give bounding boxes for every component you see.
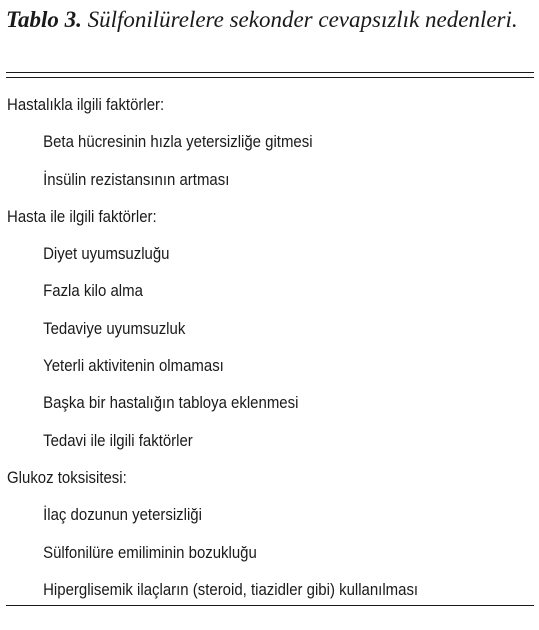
table-number: Tablo 3. xyxy=(6,7,82,32)
list-item: Hiperglisemik ilaçların (steroid, tiazidler gibi) kullanılması xyxy=(43,579,419,599)
top-rule xyxy=(6,72,534,73)
list-item: İlaç dozunun yetersizliği xyxy=(43,505,202,525)
list-item: Tedaviye uyumsuzluk xyxy=(43,318,186,338)
group-heading-glucose-toxicity: Glukoz toksisitesi: xyxy=(7,467,127,487)
list-item: Başka bir hastalığın tabloya eklenmesi xyxy=(43,393,299,413)
list-item: İnsülin rezistansının artması xyxy=(43,169,230,189)
top-rule-second xyxy=(6,77,534,78)
list-item: Sülfonilüre emiliminin bozukluğu xyxy=(43,542,257,562)
list-item: Diyet uyumsuzluğu xyxy=(43,244,170,264)
group-heading-patient: Hasta ile ilgili faktörler: xyxy=(7,206,157,226)
list-item: Beta hücresinin hızla yetersizliğe gitmesi xyxy=(43,132,313,152)
table-title: Sülfonilürelere sekonder cevapsızlık nedenleri. xyxy=(87,7,518,32)
list-item: Fazla kilo alma xyxy=(43,281,143,301)
causes-list xyxy=(0,86,474,608)
group-heading-disease: Hastalıkla ilgili faktörler: xyxy=(7,95,165,114)
list-item: Yeterli aktivitenin olmaması xyxy=(43,356,224,376)
bottom-rule xyxy=(6,605,534,606)
table-caption xyxy=(6,6,534,34)
list-item: Tedavi ile ilgili faktörler xyxy=(43,430,193,450)
